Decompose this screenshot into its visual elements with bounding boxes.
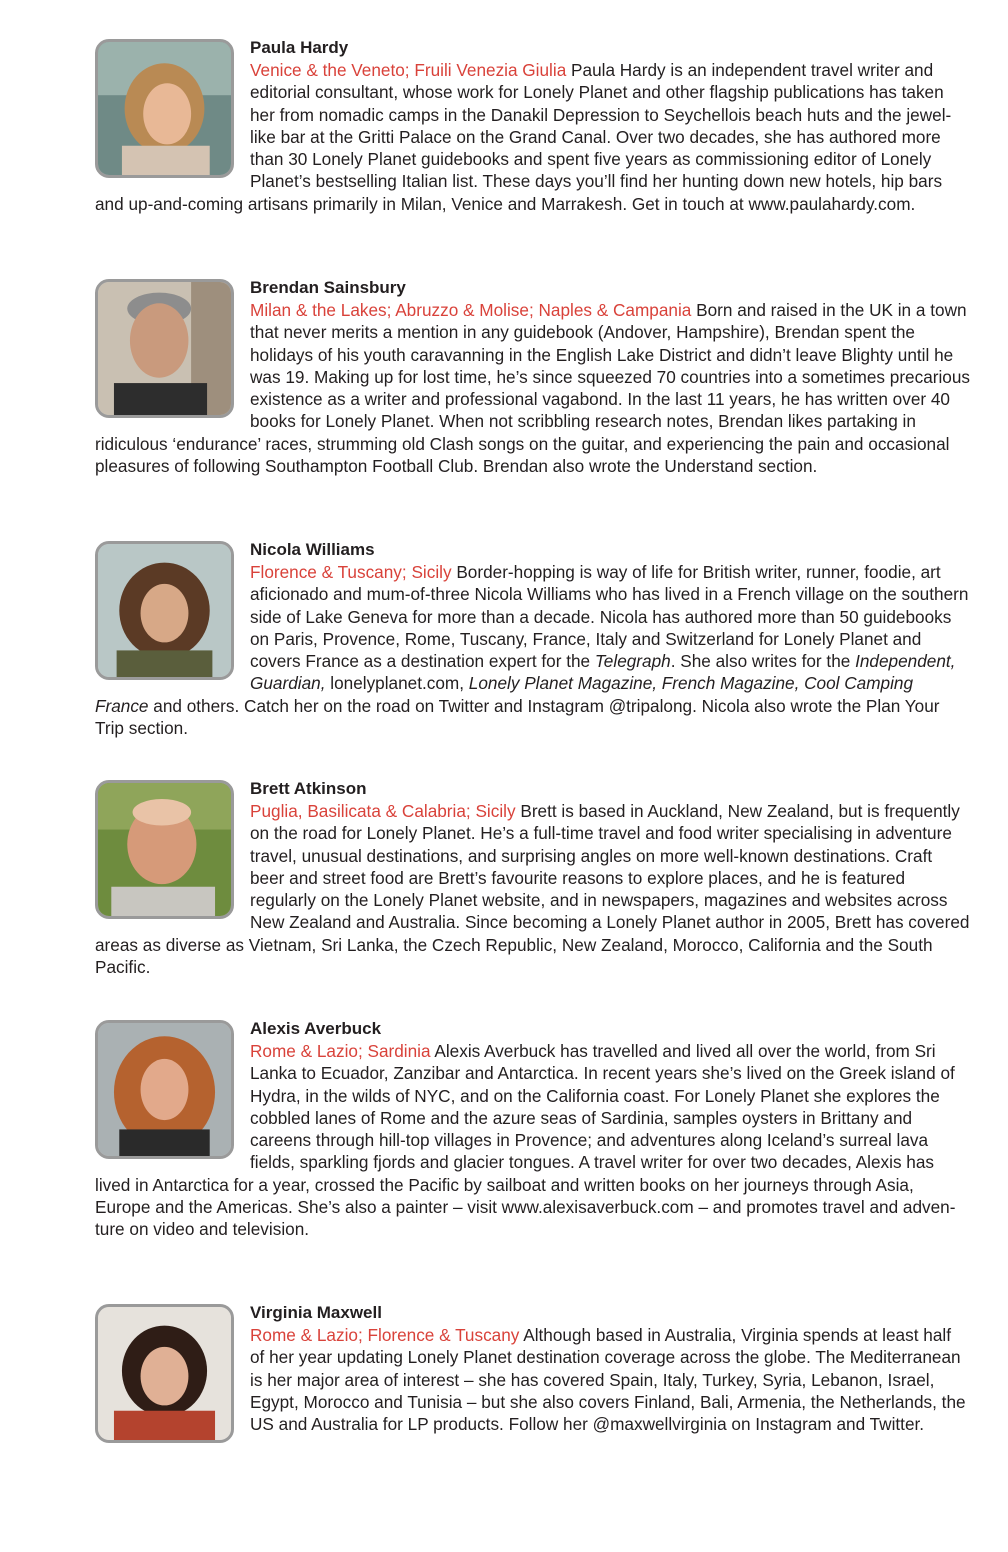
author-entry	[95, 1018, 970, 1241]
author-photo	[95, 780, 234, 919]
bio-italic: Lonely Planet Magazine, French Magazine, Cool Camping France	[95, 673, 914, 716]
bio-text: Border-hopping is way of life for British writer, runner, foodie, art aficionado and mum-of-three Nicola Williams who has lived in a French village on the southern side of Lake Geneva for more than a decade. Nicola has authored more than 50 guidebooks on Paris, Provence, Rome, Tuscany, France, Italy and Switzerland for Lonely Planet and covers France as a destination expert for the	[250, 562, 969, 672]
author-name: Paula Hardy	[250, 38, 349, 57]
author-name: Virginia Maxwell	[250, 1303, 382, 1322]
bio-italic: Telegraph	[594, 651, 671, 672]
author-regions: Florence & Tuscany; Sicily	[250, 562, 452, 582]
bio-text: Although based in Australia, Virginia spends at least half of her year updating Lonely Planet destination coverage across the globe. The Mediterranean is her major area of interest – she has covered Spain, Italy, Turkey, Syria, Lebanon, Israel, Egypt, Morocco and Tunisia – but she also covers Finland, Bali, Armenia, the Netherlands, the US and Australia for LP products. Follow her @maxwellvirginia on Instagram and Twitter.	[250, 1325, 966, 1435]
bio-text: Alexis Averbuck has travelled and lived all over the world, from Sri Lanka to Ecuador, Zanzibar and Antarctica. In recent years she’s lived on the Greek island of Hydra, in the wilds of NYC, and on the California coast. For Lonely Planet she explores the cobbled lanes of Rome and the azure seas of Sardinia, samples oysters in Brittany and careens through hill-top villages in Provence; and adventures along Iceland’s surreal lava fields, sparkling fjords and glacier tongues. A travel writer for over two decades, Alexis has lived in Antarctica for a year, crossed the Pacific by sailboat and written books on her journeys through Asia, Europe and the Americas. She’s also a painter – visit www.alexisaverbuck.com – and promotes travel and adventure on video and television.	[95, 1041, 956, 1240]
author-photo	[95, 1304, 234, 1443]
author-entry	[95, 37, 970, 215]
author-regions: Rome & Lazio; Florence & Tuscany	[250, 1325, 520, 1345]
author-name: Brett Atkinson	[250, 779, 367, 798]
author-name: Nicola Williams	[250, 540, 375, 559]
author-name: Alexis Averbuck	[250, 1019, 382, 1038]
author-entry	[95, 539, 970, 739]
author-entry	[95, 1302, 970, 1445]
author-entry	[95, 277, 970, 477]
bio-italic: Independent, Guardian,	[250, 651, 956, 694]
bio-text: Paula Hardy is an independent travel writer and editorial consultant, whose work for Lonely Planet and other flagship publications has taken her from nomadic camps in the Danakil Depression to Seychellois beach huts and the jewel-like bar at the Gritti Palace on the Grand Canal. Over two decades, she has authored more than 30 Lonely Planet guidebooks and spent five years as commissioning editor of Lonely Planet’s bestselling Italian list. These days you’ll find her hunting down new hotels, hip bars and up-and-coming artisans primarily in Milan, Venice and Marrakesh. Get in touch at www.paulahardy.com.	[95, 60, 952, 214]
bio-text: lonelyplanet.com,	[325, 673, 469, 694]
author-photo	[95, 541, 234, 680]
author-photo	[95, 39, 234, 178]
bio-text: Born and raised in the UK in a town that never merits a mention in any guidebook (Andover, Hampshire), Brendan spent the holidays of his youth caravanning in the English Lake District and didn’t leave Blighty until he was 19. Making up for lost time, he’s since squeezed 70 countries into a sometimes precarious existence as a writer and professional vagabond. In the last 11 years, he has written over 40 books for Lonely Planet. When not scribbling research notes, Brendan likes partaking in ridiculous ‘endurance’ races, strumming old Clash songs on the guitar, and experiencing the pain and occasional pleasures of following Southampton Football Club. Brendan also wrote the Understand section.	[95, 300, 971, 477]
author-regions: Venice & the Veneto; Fruili Venezia Giulia	[250, 60, 567, 80]
bio-text: and others. Catch her on the road on Twitter and Instagram @tripalong. Nicola also wrote the Plan Your Trip section.	[95, 695, 940, 739]
author-name: Brendan Sainsbury	[250, 278, 406, 297]
bio-text: . She also writes for the	[670, 651, 856, 672]
author-photo	[95, 1020, 234, 1159]
author-regions: Puglia, Basilicata & Calabria; Sicily	[250, 801, 516, 821]
author-regions: Milan & the Lakes; Abruzzo & Molise; Naples & Campania	[250, 300, 692, 320]
author-entry	[95, 778, 970, 978]
author-photo	[95, 279, 234, 418]
bio-text: Brett is based in Auckland, New Zealand, but is frequently on the road for Lonely Planet. He’s a full-time travel and food writer specialising in adventure travel, unusual destinations, and surprising angles on more well-known destinations. Craft beer and street food are Brett’s favourite reasons to explore places, and he is featured regularly on the Lonely Planet website, and in newspapers, magazines and websites across New Zealand and Australia. Since becoming a Lonely Planet author in 2005, Brett has covered areas as diverse as Vietnam, Sri Lanka, the Czech Republic, New Zealand, Morocco, California and the South Pacific.	[95, 801, 970, 978]
author-regions: Rome & Lazio; Sardinia	[250, 1041, 431, 1061]
